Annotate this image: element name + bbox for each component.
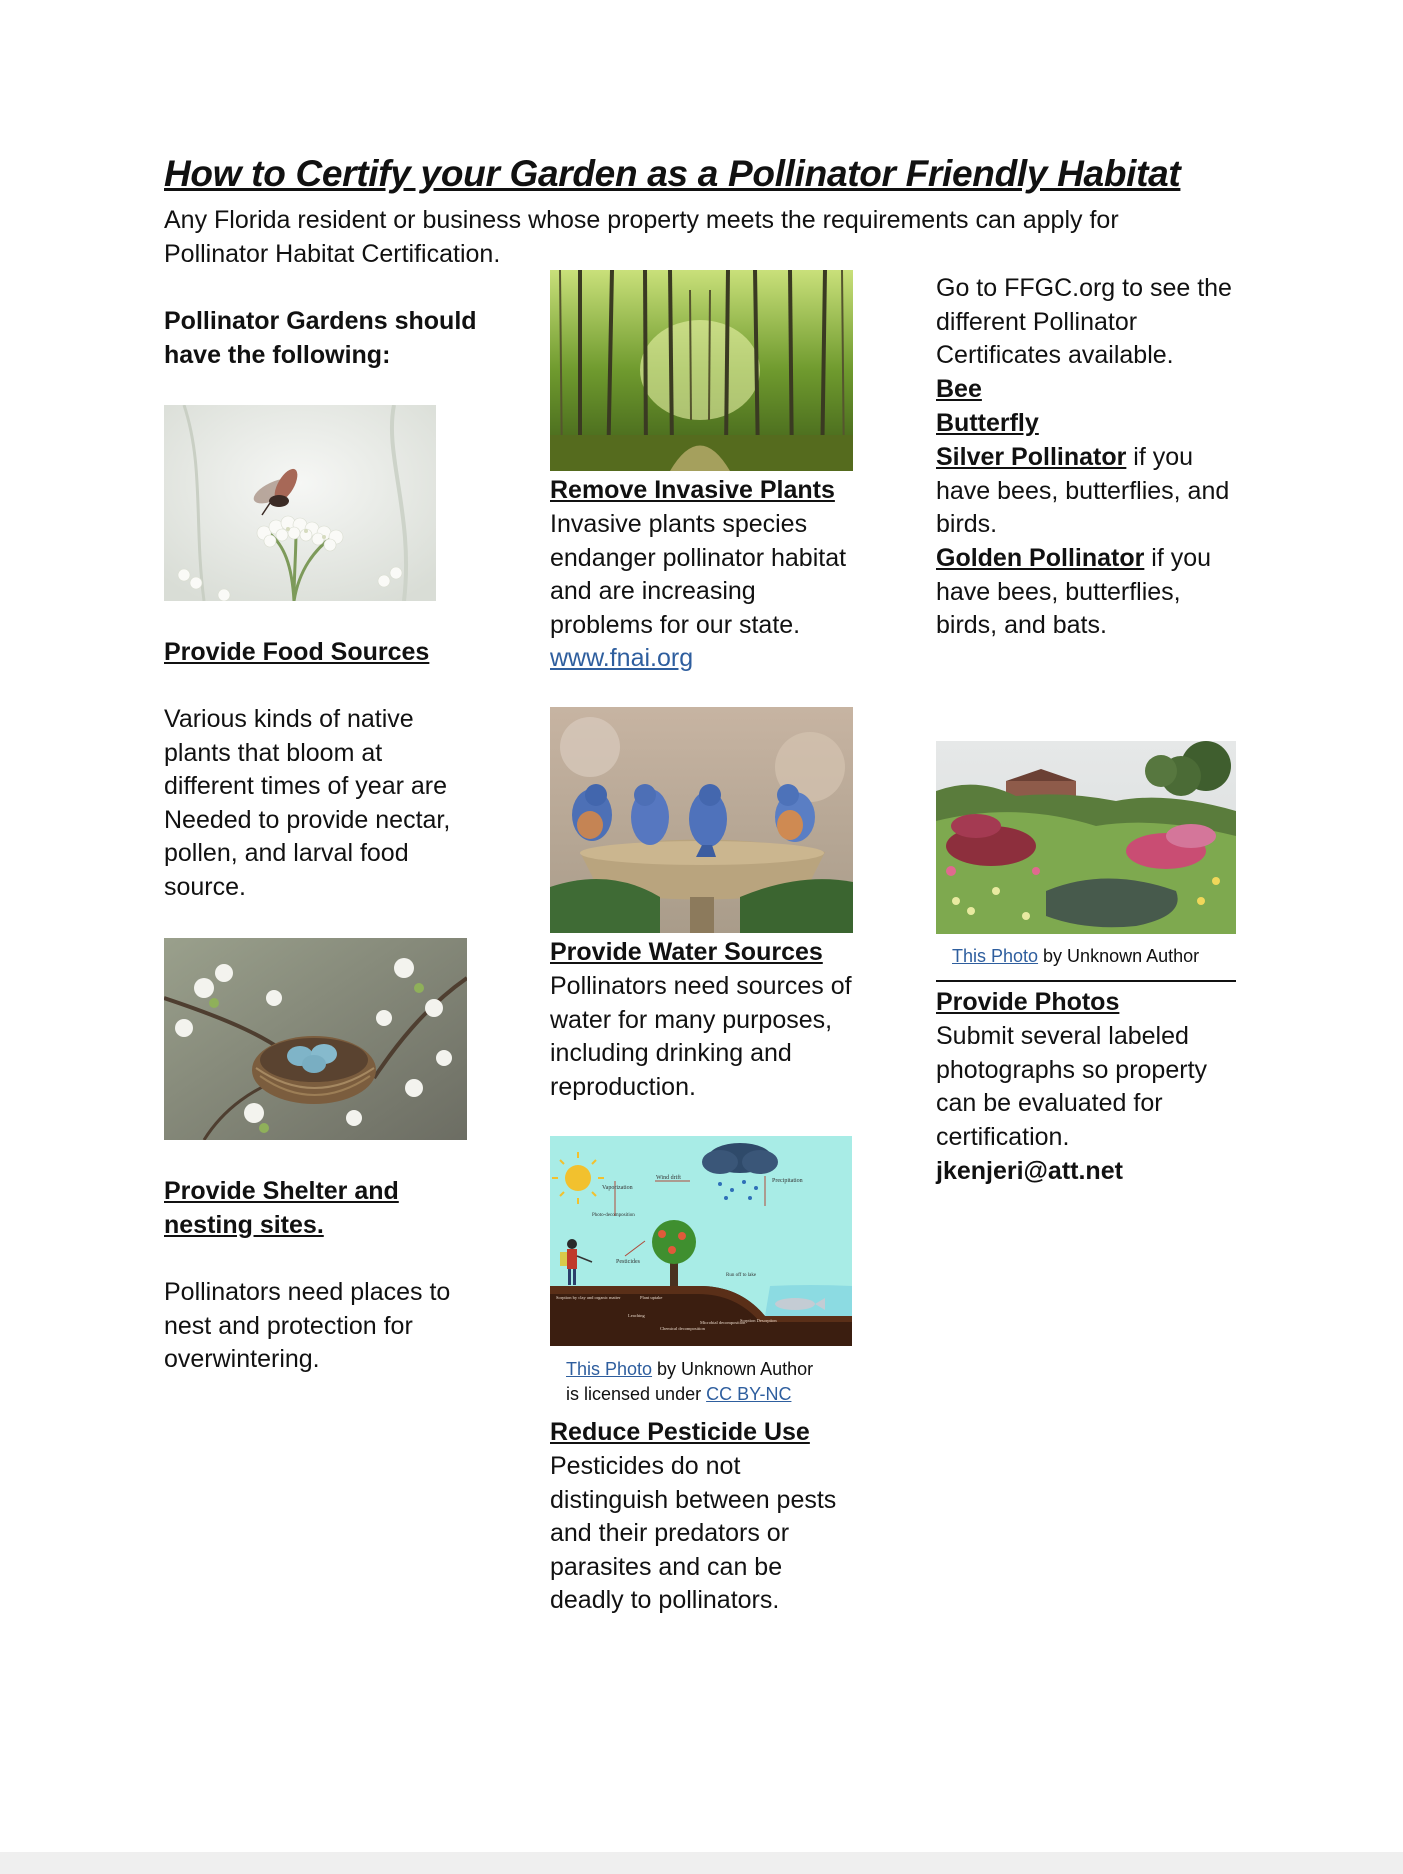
cert-golden: Golden Pollinator if you have bees, butterflies, birds, and bats. [936,544,1212,640]
label-vaporization: Vaporization [602,1185,633,1191]
photos-text: Submit several labeled photographs so property can be evaluated for certification. [936,1022,1208,1151]
diagram-photo-link[interactable]: This Photo [566,1359,653,1379]
water-text: Pollinators need sources of water for many purposes, including drinking and reproduction. [550,972,852,1101]
moth-on-flowers-photo [164,405,436,601]
food-sources-text: Various kinds of native plants that bloom at different times of year are Needed to provide nectar, pollen, and larval food source. [164,705,451,901]
page-title: How to Certify your Garden as a Pollinator Friendly Habitat [164,153,1181,194]
pesticide-title: Reduce Pesticide Use [550,1418,810,1446]
forest-photo [550,270,853,471]
bluebirds-birdbath-photo [550,707,853,933]
contact-email: jkenjeri@att.net [936,1157,1123,1185]
invasive-text: Invasive plants species endanger pollinator habitat and are increasing problems for our state. [550,510,847,639]
pesticide-fate-diagram [550,1136,852,1346]
caption-divider [936,980,1236,982]
label-plant-uptake: Plant uptake [640,1295,663,1300]
label-run-off: Run off to lake [726,1273,757,1278]
label-chemical: Chemical decomposition [660,1326,705,1331]
label-photo-decomposition: Photo-decomposition [592,1213,635,1218]
invasive-title: Remove Invasive Plants [550,476,835,504]
cc-by-nc-link[interactable]: CC BY-NC [706,1384,792,1404]
bird-nest-photo [164,938,467,1140]
label-leaching: Leaching [628,1313,645,1318]
label-wind-drift: Wind drift [656,1175,681,1181]
garden-pond-photo [936,741,1236,934]
label-microbial: Microbial decomposition [700,1320,746,1325]
cert-butterfly: Butterfly [936,409,1039,437]
ffgc-intro: Go to FFGC.org to see the different Pollinator Certificates available. [936,274,1232,370]
water-title: Provide Water Sources [550,938,823,966]
label-sorption: Sorption by clay and organic matter [556,1295,621,1300]
shelter-text: Pollinators need places to nest and protection for overwintering. [164,1278,451,1374]
photos-title: Provide Photos [936,988,1120,1016]
garden-photo-caption: This Photo by Unknown Author [952,946,1200,966]
label-sorption-desorption: Sorption Desorption [740,1318,777,1323]
food-sources-title: Provide Food Sources [164,638,430,666]
shelter-title: Provide Shelter and nesting sites. [164,1177,399,1239]
fnai-link[interactable]: www.fnai.org [550,644,694,672]
cert-silver: Silver Pollinator if you have bees, butterflies, and birds. [936,443,1230,539]
label-precipitation: Precipitation [772,1178,803,1184]
intro-text: Any Florida resident or business whose property meets the requirements can apply for Pollinator Habitat Certification. [164,206,1119,268]
label-pesticides: Pesticides [616,1259,640,1265]
page-bottom-bar [0,1852,1403,1874]
cert-bee: Bee [936,375,982,403]
pesticide-text: Pesticides do not distinguish between pests and their predators or parasites and can be deadly to pollinators. [550,1452,837,1615]
gardens-heading: Pollinator Gardens should have the following: [164,307,477,369]
garden-photo-link[interactable]: This Photo [952,946,1039,966]
diagram-caption: This Photo by Unknown Author is licensed under CC BY-NC [566,1359,814,1404]
